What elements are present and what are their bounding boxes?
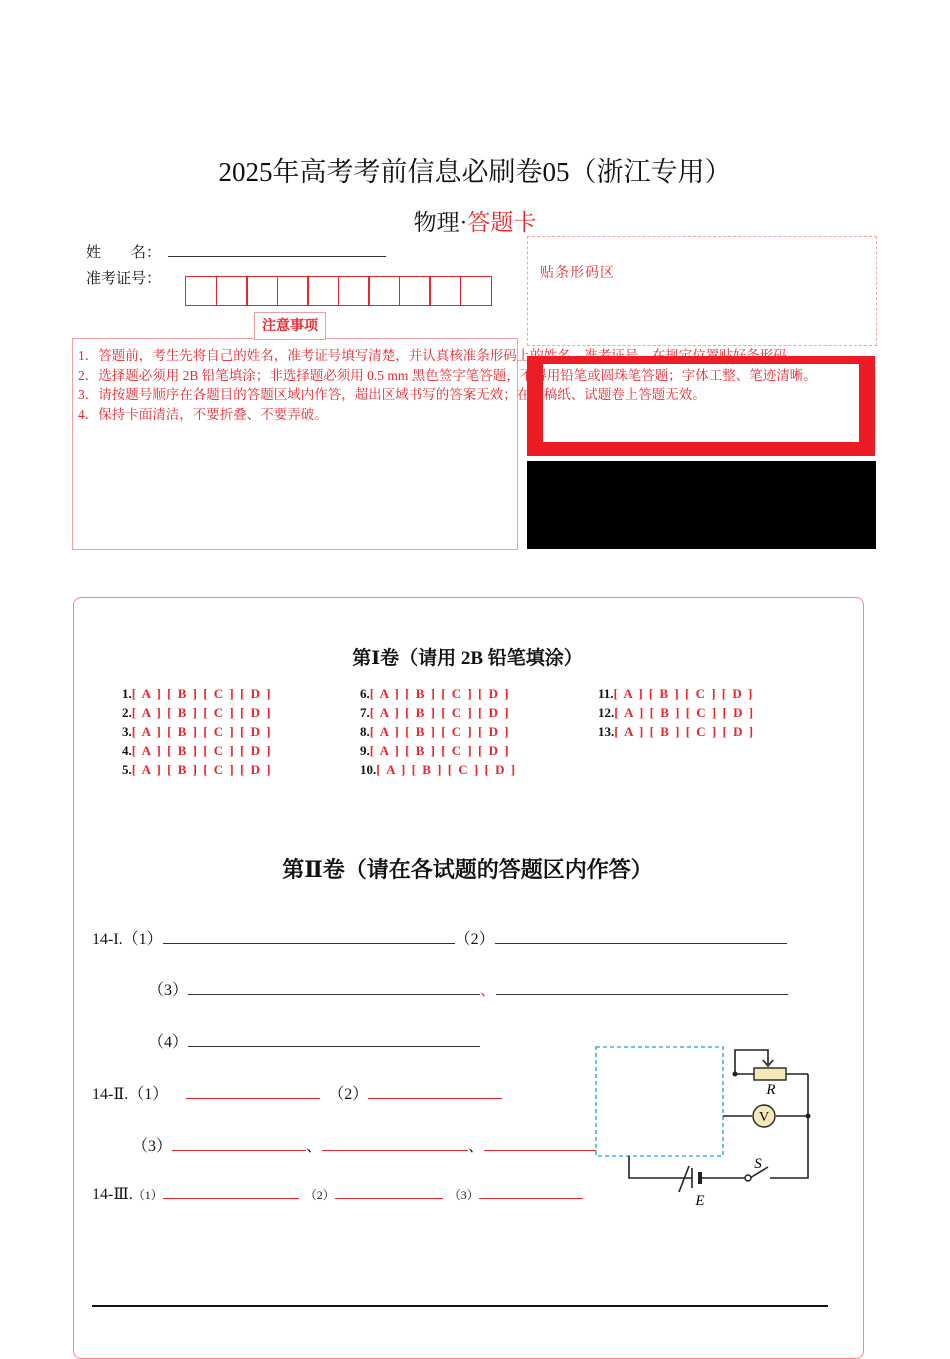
question-number: 8. <box>360 724 370 739</box>
q14-2-row1 <box>92 1081 502 1104</box>
id-digit-box[interactable] <box>246 276 278 306</box>
question-number: 7. <box>360 705 370 720</box>
q14-3-sub3: （3） <box>448 1188 479 1202</box>
divider-line <box>92 1305 828 1307</box>
choice-question <box>122 686 272 702</box>
question-number: 6. <box>360 686 370 701</box>
choice-options[interactable]: [ A ] [ B ] [ C ] [ D ] <box>131 724 273 739</box>
choice-question <box>598 686 754 702</box>
voltmeter-label: V <box>758 1110 770 1125</box>
answer-blank[interactable] <box>163 1184 299 1199</box>
choice-question <box>122 724 272 740</box>
q14-2-sub2: （2） <box>328 1086 369 1103</box>
question-number: 10. <box>360 762 377 777</box>
id-digit-box[interactable] <box>429 276 461 306</box>
q14-2-row2 <box>132 1133 596 1156</box>
choice-options[interactable]: [ A ] [ B ] [ C ] [ D ] <box>131 762 273 777</box>
q14-1-sub2: （2） <box>454 931 495 948</box>
id-digit-box[interactable] <box>368 276 400 306</box>
exam-title: 2025年高考考前信息必刷卷05（浙江专用） <box>218 157 732 187</box>
choice-question <box>122 743 272 759</box>
q14-3-label: 14-Ⅲ. <box>92 1186 133 1203</box>
id-digit-box[interactable] <box>399 276 431 306</box>
choice-options[interactable]: [ A ] [ B ] [ C ] [ D ] <box>131 686 273 701</box>
id-digit-box[interactable] <box>216 276 248 306</box>
answer-blank[interactable] <box>495 929 787 944</box>
choice-question <box>360 686 510 702</box>
choice-options[interactable]: [ A ] [ B ] [ C ] [ D ] <box>369 705 511 720</box>
question-number: 12. <box>598 705 615 720</box>
notice-title: 注意事项 <box>254 312 326 340</box>
question-number: 5. <box>122 762 132 777</box>
name-field[interactable] <box>168 256 386 257</box>
choice-options[interactable]: [ A ] [ B ] [ C ] [ D ] <box>131 705 273 720</box>
choice-question <box>360 705 510 721</box>
q14-3-row <box>92 1184 583 1204</box>
notice-list <box>78 346 817 424</box>
q14-1-row2 <box>148 977 788 1000</box>
notice-item: 4．保持卡面清洁，不要折叠、不要弄破。 <box>78 406 328 422</box>
choice-question <box>360 762 517 778</box>
answer-blank[interactable] <box>186 1084 320 1099</box>
barcode-area <box>527 236 877 346</box>
choice-options[interactable]: [ A ] [ B ] [ C ] [ D ] <box>613 686 754 701</box>
choice-options[interactable]: [ A ] [ B ] [ C ] [ D ] <box>369 743 511 758</box>
id-digit-box[interactable] <box>277 276 309 306</box>
choice-question <box>360 743 510 759</box>
answer-blank[interactable] <box>188 1032 480 1047</box>
part2-title: 第Ⅱ卷（请在各试题的答题区内作答） <box>282 857 653 882</box>
q14-3-sub1: （1） <box>132 1188 163 1202</box>
battery-label: E <box>695 1193 705 1209</box>
separator: 、 <box>480 982 497 999</box>
question-number: 3. <box>122 724 132 739</box>
choice-options[interactable]: [ A ] [ B ] [ C ] [ D ] <box>369 686 511 701</box>
answer-blank[interactable] <box>484 1136 596 1151</box>
subject-label: 物理· <box>413 210 468 235</box>
black-mark-block <box>527 461 876 549</box>
card-subtitle <box>0 204 950 237</box>
notice-item: 2．选择题必须用 2B 铅笔填涂；非选择题必须用 0.5 mm 黑色签字笔答题，不得用铅笔或圆珠笔答题；字体工整、笔迹清晰。 <box>78 367 817 383</box>
dashed-drawing-box[interactable] <box>596 1047 723 1156</box>
choice-options[interactable]: [ A ] [ B ] [ C ] [ D ] <box>376 762 517 777</box>
notice-item: 3．请按题号顺序在各题目的答题区域内作答，超出区域书写的答案无效；在草稿纸、试题卷上答题无效。 <box>78 387 706 402</box>
choice-question <box>598 705 755 721</box>
question-number: 1. <box>122 686 132 701</box>
name-label: 姓 名： <box>86 245 162 261</box>
choice-options[interactable]: [ A ] [ B ] [ C ] [ D ] <box>369 724 511 739</box>
id-number-boxes[interactable] <box>185 276 490 306</box>
question-number: 9. <box>360 743 370 758</box>
separator: 、 <box>468 1138 485 1155</box>
answer-blank[interactable] <box>479 1184 583 1199</box>
barcode-label: 贴条形码区 <box>540 266 615 281</box>
q14-2-sub3: （3） <box>132 1138 173 1155</box>
id-digit-box[interactable] <box>338 276 370 306</box>
answer-blank[interactable] <box>322 1136 468 1151</box>
separator: 、 <box>306 1138 323 1155</box>
part1-title: 第Ⅰ卷（请用 2B 铅笔填涂） <box>352 648 583 669</box>
id-label: 准考证号： <box>86 271 162 287</box>
id-digit-box[interactable] <box>185 276 217 306</box>
answer-blank[interactable] <box>188 980 480 995</box>
resistor-label: R <box>766 1082 776 1098</box>
answer-blank[interactable] <box>368 1084 502 1099</box>
question-number: 4. <box>122 743 132 758</box>
question-number: 13. <box>598 724 615 739</box>
notice-item: 1．答题前，考生先将自己的姓名，准考证号填写清楚，并认真核准条形码上的姓名、准考证号，在规定位置贴好条形码。 <box>78 348 801 363</box>
circuit-diagram <box>590 1040 820 1215</box>
q14-3-sub2: （2） <box>304 1188 335 1202</box>
question-number: 2. <box>122 705 132 720</box>
q14-2-label: 14-Ⅱ.（1） <box>92 1086 169 1103</box>
q14-1-row3 <box>148 1029 480 1052</box>
card-label: 答题卡 <box>467 210 537 235</box>
choice-options[interactable]: [ A ] [ B ] [ C ] [ D ] <box>131 743 273 758</box>
id-digit-box[interactable] <box>460 276 492 306</box>
answer-blank[interactable] <box>335 1184 443 1199</box>
question-number: 11. <box>598 686 614 701</box>
choice-question <box>598 724 755 740</box>
answer-blank[interactable] <box>163 929 455 944</box>
switch-label: S <box>754 1156 762 1172</box>
answer-blank[interactable] <box>172 1136 306 1151</box>
choice-question <box>122 762 272 778</box>
q14-1-sub4: （4） <box>148 1034 189 1051</box>
answer-blank[interactable] <box>496 980 788 995</box>
choice-options[interactable]: [ A ] [ B ] [ C ] [ D ] <box>614 705 755 720</box>
q14-1-label: 14-I.（1） <box>92 931 163 948</box>
id-digit-box[interactable] <box>307 276 339 306</box>
q14-1-sub3: （3） <box>148 982 189 999</box>
choice-question <box>360 724 510 740</box>
choice-options[interactable]: [ A ] [ B ] [ C ] [ D ] <box>614 724 755 739</box>
choice-question <box>122 705 272 721</box>
q14-1-row1 <box>92 926 787 949</box>
